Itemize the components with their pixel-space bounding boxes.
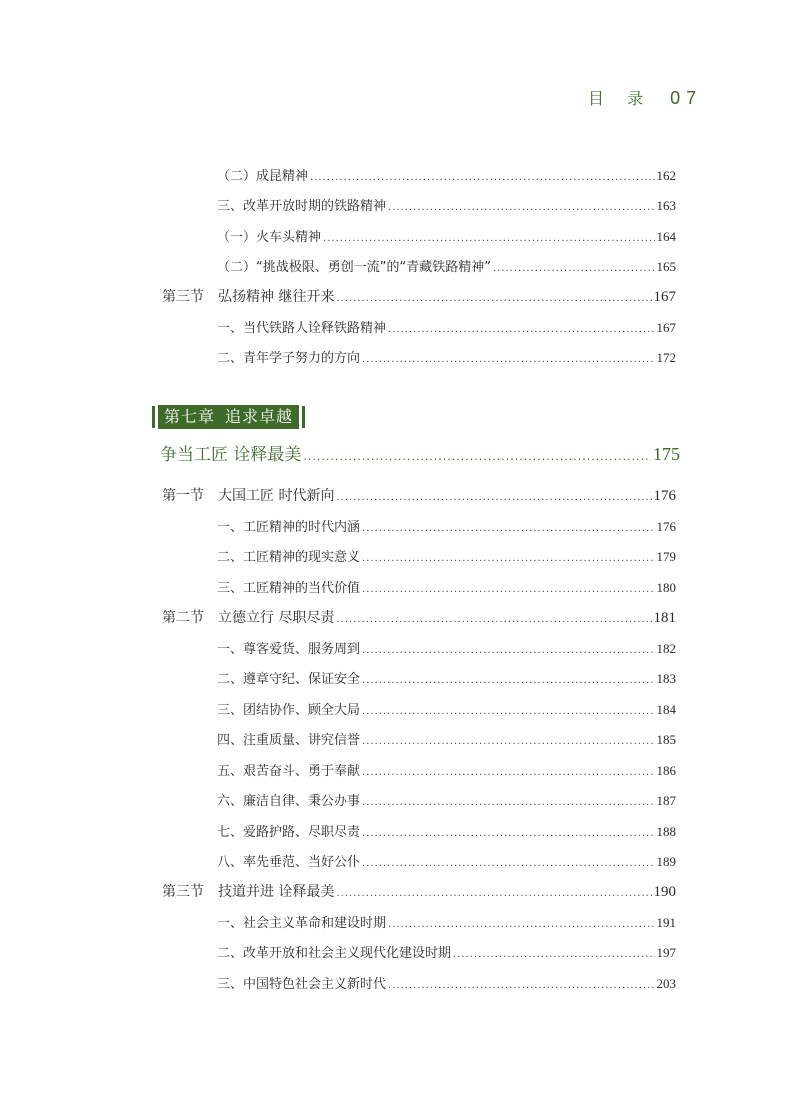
page-number: 164 <box>656 229 676 244</box>
toc-entry[interactable]: 三、团结协作、顾全大局 ..... 184 <box>217 699 676 717</box>
page-number: 175 <box>653 444 680 464</box>
page-number: 162 <box>656 168 676 183</box>
toc-section-entry[interactable] <box>162 607 676 627</box>
section-number: 第二节 <box>162 610 204 626</box>
chapter-title: 追求卓越 <box>225 407 294 426</box>
section-title: 技道并进 诠释最美 <box>218 884 335 900</box>
section-number: 第三节 <box>162 289 204 305</box>
toc-section-entry[interactable] <box>162 286 676 306</box>
toc-entry[interactable]: 七、爱路护路、尽职尽责 ..... 188 <box>217 821 676 839</box>
page-number: 189 <box>656 854 676 869</box>
toc-entry[interactable]: 一、尊客爱货、服务周到 ..... 182 <box>217 638 676 656</box>
page-number: 188 <box>656 824 676 839</box>
page-number: 176 <box>656 519 676 534</box>
page-number: 191 <box>656 915 676 930</box>
toc-entry[interactable]: 二、改革开放和社会主义现代化建设时期 ..... 197 <box>217 942 676 960</box>
toc-entry[interactable]: 五、艰苦奋斗、勇于奉献 ..... 186 <box>217 760 676 778</box>
chapter-label-box <box>158 405 299 429</box>
page-number: 190 <box>653 884 676 900</box>
page-number: 197 <box>656 945 676 960</box>
page-number: 186 <box>656 763 676 778</box>
section-number: 第一节 <box>162 488 204 504</box>
chapter-subtitle: 争当工匠 诠释最美 <box>160 445 302 465</box>
toc-entry[interactable]: 八、率先垂范、当好公仆 ..... 189 <box>217 851 676 869</box>
toc-entry[interactable]: 一、工匠精神的时代内涵 ..... 176 <box>217 516 676 534</box>
page-number: 187 <box>656 793 676 808</box>
section-title: 立德立行 尽职尽责 <box>218 610 335 626</box>
page-number: 183 <box>656 671 676 686</box>
section-title: 弘扬精神 继往开来 <box>218 289 335 305</box>
toc-chapter-entry[interactable] <box>160 440 680 464</box>
toc-entry[interactable]: 二、工匠精神的现实意义 ..... 179 <box>217 546 676 564</box>
page-number: 185 <box>656 732 676 747</box>
toc-entry[interactable]: 一、当代铁路人诠释铁路精神 ..... 167 <box>217 317 676 335</box>
header-page-number: 07 <box>670 88 703 108</box>
chapter-bar-right <box>302 406 305 428</box>
page-number: 180 <box>656 580 676 595</box>
chapter-heading[interactable] <box>152 405 305 429</box>
section-title: 大国工匠 时代新向 <box>218 488 335 504</box>
toc-entry[interactable]: 六、廉洁自律、秉公办事 ..... 187 <box>217 790 676 808</box>
page-number: 172 <box>656 350 676 365</box>
section-number: 第三节 <box>162 884 204 900</box>
toc-entry[interactable]: 三、改革开放时期的铁路精神 ..... 163 <box>217 195 676 213</box>
toc-entry[interactable]: 四、注重质量、讲究信誉 ..... 185 <box>217 729 676 747</box>
page-number: 165 <box>656 259 676 274</box>
toc-entry[interactable]: 三、工匠精神的当代价值 ..... 180 <box>217 577 676 595</box>
running-header <box>588 86 702 109</box>
toc-entry[interactable]: 一、社会主义革命和建设时期 ..... 191 <box>217 912 676 930</box>
toc-section-entry[interactable] <box>162 881 676 901</box>
page-number: 179 <box>656 549 676 564</box>
toc-entry[interactable]: （二）成昆精神 ..... 162 <box>217 165 676 183</box>
page-number: 181 <box>653 610 676 626</box>
page-number: 167 <box>653 289 676 305</box>
page-number: 182 <box>656 641 676 656</box>
toc-section-entry[interactable] <box>162 485 676 505</box>
toc-entry[interactable]: （二）“挑战极限、勇创一流”的“青藏铁路精神” ..... 165 <box>217 256 676 274</box>
header-label: 目 录 <box>588 89 653 108</box>
page-number: 163 <box>656 198 676 213</box>
toc-entry[interactable]: 三、中国特色社会主义新时代 ..... 203 <box>217 973 676 991</box>
chapter-bar-left <box>152 406 155 428</box>
page-number: 167 <box>656 320 676 335</box>
page-number: 176 <box>653 488 676 504</box>
chapter-number: 第七章 <box>164 407 216 426</box>
page-number: 203 <box>656 976 676 991</box>
page-number: 184 <box>656 702 676 717</box>
toc-entry[interactable]: 二、青年学子努力的方向 ..... 172 <box>217 347 676 365</box>
toc-entry[interactable]: 二、遵章守纪、保证安全 ..... 183 <box>217 668 676 686</box>
toc-entry[interactable]: （一）火车头精神 ..... 164 <box>217 226 676 244</box>
